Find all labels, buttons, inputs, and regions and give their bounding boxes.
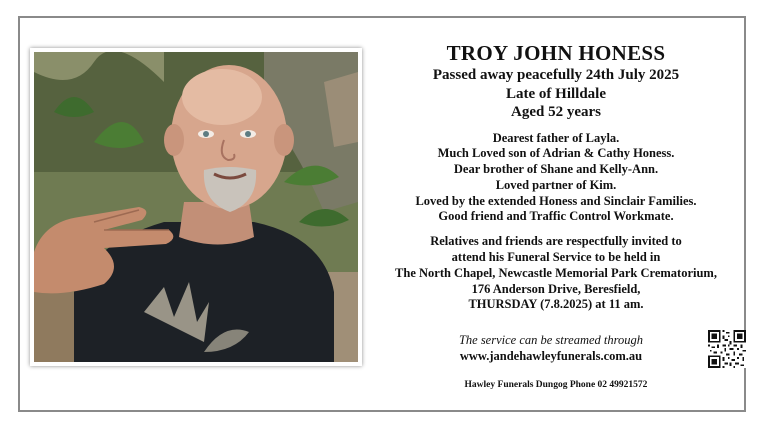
tribute-line: Dear brother of Shane and Kelly-Ann. (453, 162, 659, 177)
notice-text (366, 40, 746, 313)
funeral-notice (18, 16, 746, 412)
deceased-name: TROY JOHN HONESS (446, 41, 666, 65)
stream-info (366, 330, 746, 370)
service-line: The North Chapel, Newcastle Memorial Park Crematorium, (395, 265, 717, 280)
funeral-director-contact: Hawley Funerals Dungog Phone 02 49921572 (464, 380, 648, 390)
service-line: Relatives and friends are respectfully invited to (430, 234, 682, 249)
residence: Late of Hilldale (506, 85, 606, 102)
service-line: attend his Funeral Service to be held in (451, 250, 661, 265)
tribute-line: Much Loved son of Adrian & Cathy Honess. (437, 146, 675, 161)
family-tributes (366, 131, 746, 226)
tribute-line: Loved partner of Kim. (495, 177, 617, 192)
stream-caption: The service can be streamed through (458, 333, 644, 347)
portrait-illustration (34, 52, 358, 362)
stream-text-block (406, 332, 696, 364)
passing-date: Passed away peacefully 24th July 2025 (432, 67, 680, 83)
qr-code-icon[interactable] (708, 330, 746, 368)
stream-url-link[interactable]: www.jandehawleyfunerals.com.au (459, 349, 643, 363)
tribute-line: Loved by the extended Honess and Sinclair Families. (415, 193, 697, 208)
service-details (366, 234, 746, 313)
tribute-line: Good friend and Traffic Control Workmate. (438, 209, 674, 224)
age: Aged 52 years (511, 104, 601, 120)
portrait-photo (30, 48, 362, 366)
service-line: 176 Anderson Drive, Beresfield, (471, 281, 641, 296)
service-line: THURSDAY (7.8.2025) at 11 am. (468, 297, 644, 312)
tribute-line: Dearest father of Layla. (492, 130, 620, 145)
